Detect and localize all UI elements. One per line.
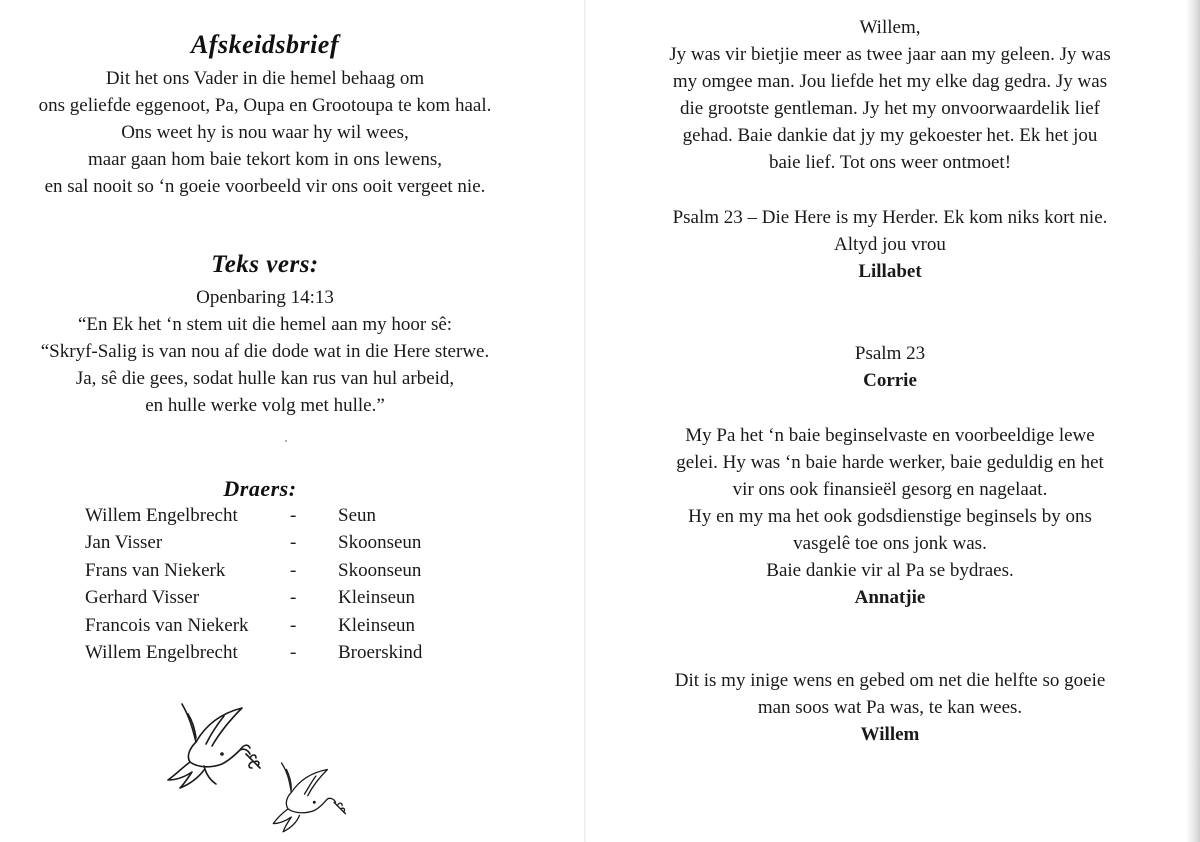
bearer-name: Willem Engelbrecht [85,505,238,526]
letter-line: Baie dankie vir al Pa se bydraes. [766,560,1014,581]
bearer-name: Willem Engelbrecht [85,641,238,663]
dove-icon [168,704,260,788]
verse-line: en hulle werke volg met hulle.” [145,395,385,416]
bearer-relation: Kleinseun [338,614,416,636]
dove-icon [273,763,345,832]
bearer-separator: - [290,559,297,581]
bearer-relation: Broerskind [338,641,423,663]
letter-line: man soos wat Pa was, te kan wees. [757,697,1023,718]
psalm-from-corrie [610,340,1170,394]
letter-from-wife [610,14,1170,176]
page-edge-shadow [1186,0,1200,842]
letter-from-willem [610,667,1170,748]
letter-salutation: Willem, [859,17,921,38]
letter-from-annatjie [610,422,1170,611]
letter-line: die grootste gentleman. Jy het my onvoorwaardelik lief [680,98,1100,119]
farewell-line: en sal nooit so ‘n goeie voorbeeld vir ons ooit vergeet nie. [44,176,486,197]
letter-line: Jy was vir bietjie meer as twee jaar aan my geleen. Jy was [669,44,1111,65]
signature-corrie: Corrie [863,370,917,391]
doves-illustration [160,698,360,838]
bearer-separator: - [290,505,297,526]
bearer-separator: - [290,532,297,554]
verse-line: “En Ek het ‘n stem uit die hemel aan my hoor sê: [77,314,453,335]
bearer-separator: - [290,614,297,636]
letter-line: Hy en my ma het ook godsdienstige beginsels by ons [688,506,1092,527]
letter-line: vasgelê toe ons jonk was. [793,533,987,554]
letter-line: My Pa het ‘n baie beginselvaste en voorbeeldige lewe [685,425,1095,446]
verse-reference: Openbaring 14:13 [196,287,334,308]
psalm-line: Psalm 23 [854,343,926,364]
bearer-name: Jan Visser [85,532,163,554]
bearer-name: Gerhard Visser [85,587,200,609]
letter-line: baie lief. Tot ons weer ontmoet! [768,152,1012,173]
page-fold [584,0,586,842]
farewell-text [0,65,530,200]
letter-line: gehad. Baie dankie dat jy my gekoester het. Ek het jou [682,125,1098,146]
bearer-separator: - [290,587,297,609]
right-page [610,0,1170,842]
bearer-relation: Seun [338,505,376,526]
signature-annatjie: Annatjie [854,587,926,608]
left-page [0,0,530,842]
verse-line: “Skryf-Salig is van nou af die dode wat in die Here sterwe. [40,341,490,362]
bearer-separator: - [290,641,297,663]
letter-line: vir ons ook finansieël gesorg en nagelaat. [732,479,1048,500]
farewell-line: Dit het ons Vader in die hemel behaag om [105,68,425,89]
signature-lillabet: Lillabet [858,261,922,282]
print-speck [285,440,287,442]
verse-text [0,284,530,419]
closing-line: Altyd jou vrou [834,234,946,255]
letter-line: gelei. Hy was ‘n baie harde werker, baie geduldig en het [676,452,1104,473]
bearer-relation: Skoonseun [338,559,422,581]
farewell-heading: Afskeidsbrief [190,30,340,59]
farewell-line: ons geliefde eggenoot, Pa, Oupa en Grootoupa te kom haal. [38,95,492,116]
psalm-line: Psalm 23 – Die Here is my Herder. Ek kom niks kort nie. [672,207,1108,228]
verse-line: Ja, sê die gees, sodat hulle kan rus van hul arbeid, [75,368,455,389]
letter-line: my omgee man. Jou liefde het my elke dag gedra. Jy was [672,71,1108,92]
letter-line: Dit is my inige wens en gebed om net die helfte so goeie [674,670,1106,691]
farewell-line: Ons weet hy is nou waar hy wil wees, [121,122,409,143]
bearer-relation: Skoonseun [338,532,422,554]
bearer-name: Frans van Niekerk [85,559,226,581]
bearers-heading: Draers: [223,476,297,501]
bearer-relation: Kleinseun [338,587,416,609]
bearer-name: Francois van Niekerk [85,614,249,636]
psalm-from-wife [610,204,1170,285]
farewell-line: maar gaan hom baie tekort kom in ons lewens, [87,149,443,170]
verse-heading: Teks vers: [211,251,319,278]
signature-willem: Willem [860,724,920,745]
